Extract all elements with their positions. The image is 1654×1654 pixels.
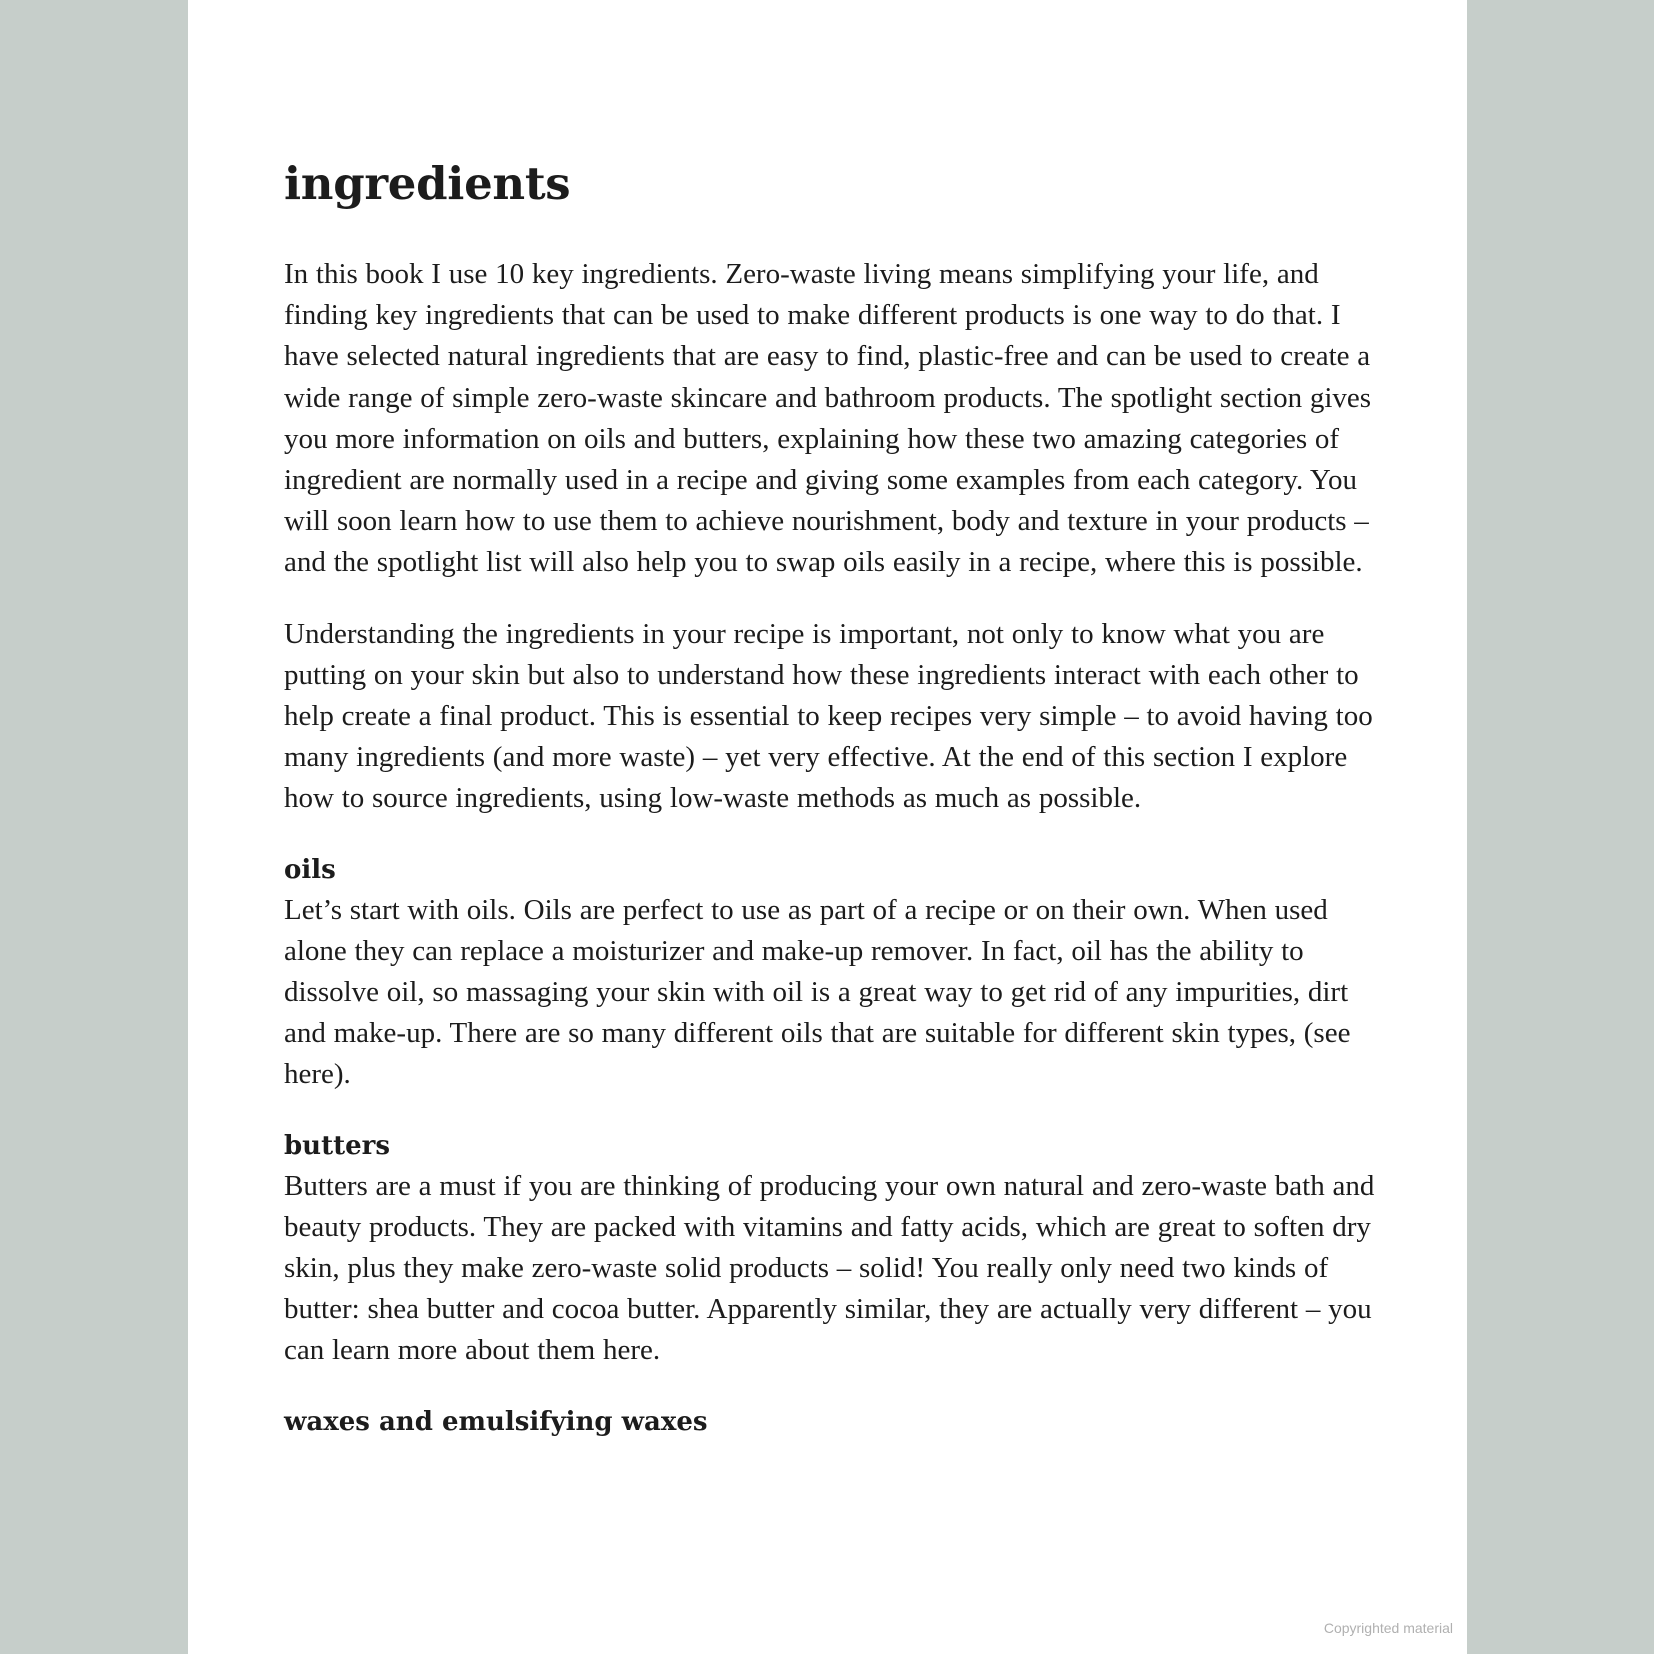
section-heading: waxes and emulsifying waxes (284, 1406, 708, 1437)
section-body: Butters are a must if you are thinking of producing your own natural and zero-waste bath and beauty products. They are packed with vitamins and fatty acids, which are great to soften dry skin, plus they make zero-waste solid products – solid! You really only need two kinds of butter: shea butter and cocoa butter. Apparently similar, they are actually very different – you can learn more about them here. (284, 1169, 1375, 1367)
page-content (284, 148, 1384, 1442)
page-title: ingredients (284, 157, 571, 210)
book-page (188, 0, 1467, 1654)
section-waxes (284, 1402, 1384, 1442)
intro-paragraph-2: Understanding the ingredients in your recipe is important, not only to know what you are putting on your skin but also to understand how these ingredients interact with each other to help create a final product. This is essential to keep recipes very simple – to avoid having too many ingredients (and more waste) – yet very effective. At the end of this section I explore how to source ingredients, using low-waste methods as much as possible. (284, 617, 1373, 815)
section-oils (284, 850, 1384, 1096)
section-heading: butters (284, 1130, 390, 1161)
section-butters (284, 1126, 1384, 1372)
section-body: Let’s start with oils. Oils are perfect to use as part of a recipe or on their own. When used alone they can replace a moisturizer and make-up remover. In fact, oil has the ability to dissolve oil, so massaging your skin with oil is a great way to get rid of any impurities, dirt and make-up. There are so many different oils that are suitable for different skin types, (see here). (284, 893, 1351, 1091)
intro-paragraph-1: In this book I use 10 key ingredients. Zero-waste living means simplifying your life, and finding key ingredients that can be used to make different products is one way to do that. I have selected natural ingredients that are easy to find, plastic-free and can be used to create a wide range of simple zero-waste skincare and bathroom products. The spotlight section gives you more information on oils and butters, explaining how these two amazing categories of ingredient are normally used in a recipe and giving some examples from each category. You will soon learn how to use them to achieve nourishment, body and texture in your products – and the spotlight list will also help you to swap oils easily in a recipe, where this is possible. (284, 258, 1372, 579)
copyright-watermark: Copyrighted material (1323, 1620, 1453, 1636)
section-heading: oils (284, 854, 336, 885)
